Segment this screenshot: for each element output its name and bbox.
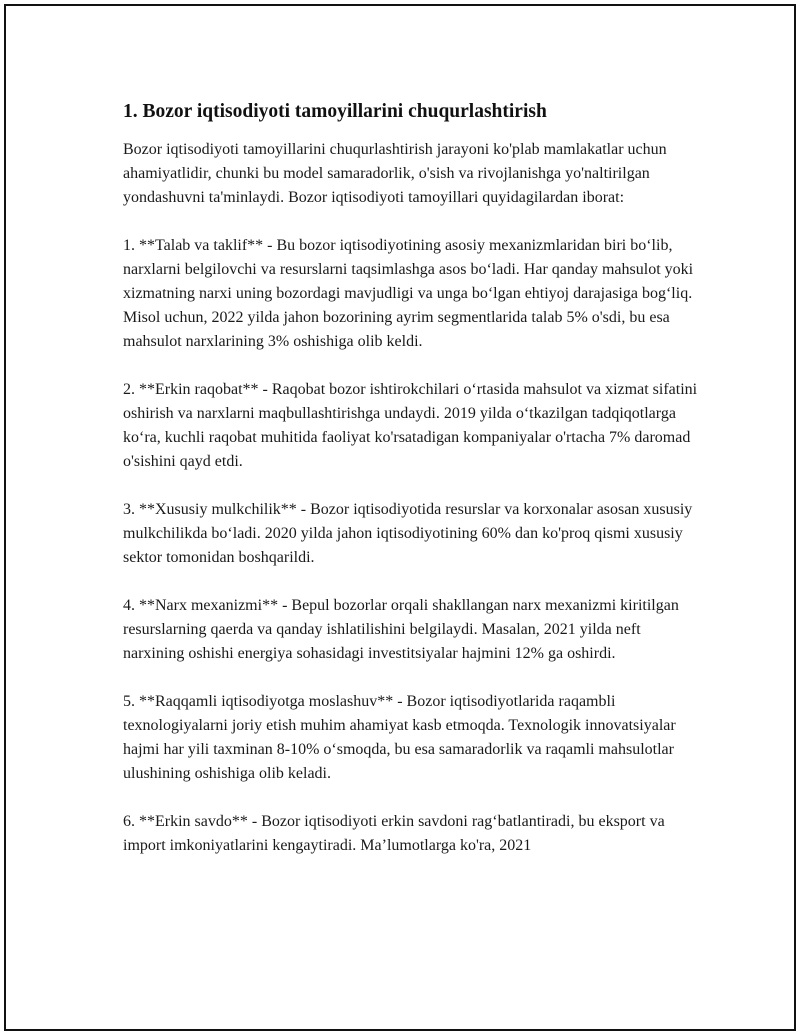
document-body [123,98,698,882]
paragraph-talab-va-taklif: 1. **Talab va taklif** - Bu bozor iqtisodiyotining asosiy mexanizmlaridan biri bo‘lib, narxlarni belgilovchi va resurslarni taqsimlashga asos bo‘ladi. Har qanday mahsulot yoki xizmatning narxi uning bozordagi mavjudligi va unga bo‘lgan ehtiyoj darajasiga bog‘liq. Misol uchun, 2022 yilda jahon bozorining ayrim segmentlarida talab 5% o'sdi, bu esa mahsulot narxlarining 3% oshishiga olib keldi. [123,237,694,350]
paragraph-xususiy-mulkchilik: 3. **Xususiy mulkchilik** - Bozor iqtisodiyotida resurslar va korxonalar asosan xususiy mulkchilikda bo‘ladi. 2020 yilda jahon iqtisodiyotining 60% dan ko'proq qismi xususiy sektor tomonidan boshqarildi. [123,501,693,566]
intro-paragraph: Bozor iqtisodiyoti tamoyillarini chuqurlashtirish jarayoni ko'plab mamlakatlar uchun ahamiyatlidir, chunki bu model samaradorlik, o'sish va rivojlanishga yo'naltirilgan yondashuvni ta'minlaydi. Bozor iqtisodiyoti tamoyillari quyidagilardan iborat: [123,141,667,206]
page-frame [4,4,796,1031]
paragraph-erkin-savdo: 6. **Erkin savdo** - Bozor iqtisodiyoti erkin savdoni rag‘batlantiradi, bu eksport va import imkoniyatlarini kengaytiradi. Ma’lumotlarga ko'ra, 2021 [123,813,665,854]
section-heading: 1. Bozor iqtisodiyoti tamoyillarini chuqurlashtirish [123,101,547,122]
paragraph-erkin-raqobat: 2. **Erkin raqobat** - Raqobat bozor ishtirokchilari o‘rtasida mahsulot va xizmat sifatini oshirish va narxlarni maqbullashtirishga undaydi. 2019 yilda o‘tkazilgan tadqiqotlarga ko‘ra, kuchli raqobat muhitida faoliyat ko'rsatadigan kompaniyalar o'rtacha 7% daromad o'sishini qayd etdi. [123,381,698,470]
paragraph-raqamli-iqtisodiyot: 5. **Raqqamli iqtisodiyotga moslashuv** - Bozor iqtisodiyotlarida raqambli texnologiyalarni joriy etish muhim ahamiyat kasb etmoqda. Texnologik innovatsiyalar hajmi har yili taxminan 8-10% o‘smoqda, bu esa samaradorlik va raqamli mahsulotlar ulushining oshishiga olib keladi. [123,693,676,782]
paragraph-narx-mexanizmi: 4. **Narx mexanizmi** - Bepul bozorlar orqali shakllangan narx mexanizmi kiritilgan resurslarning qaerda va qanday ishlatilishini belgilaydi. Masalan, 2021 yilda neft narxining oshishi energiya sohasidagi investitsiyalar hajmini 12% ga oshirdi. [123,597,679,662]
